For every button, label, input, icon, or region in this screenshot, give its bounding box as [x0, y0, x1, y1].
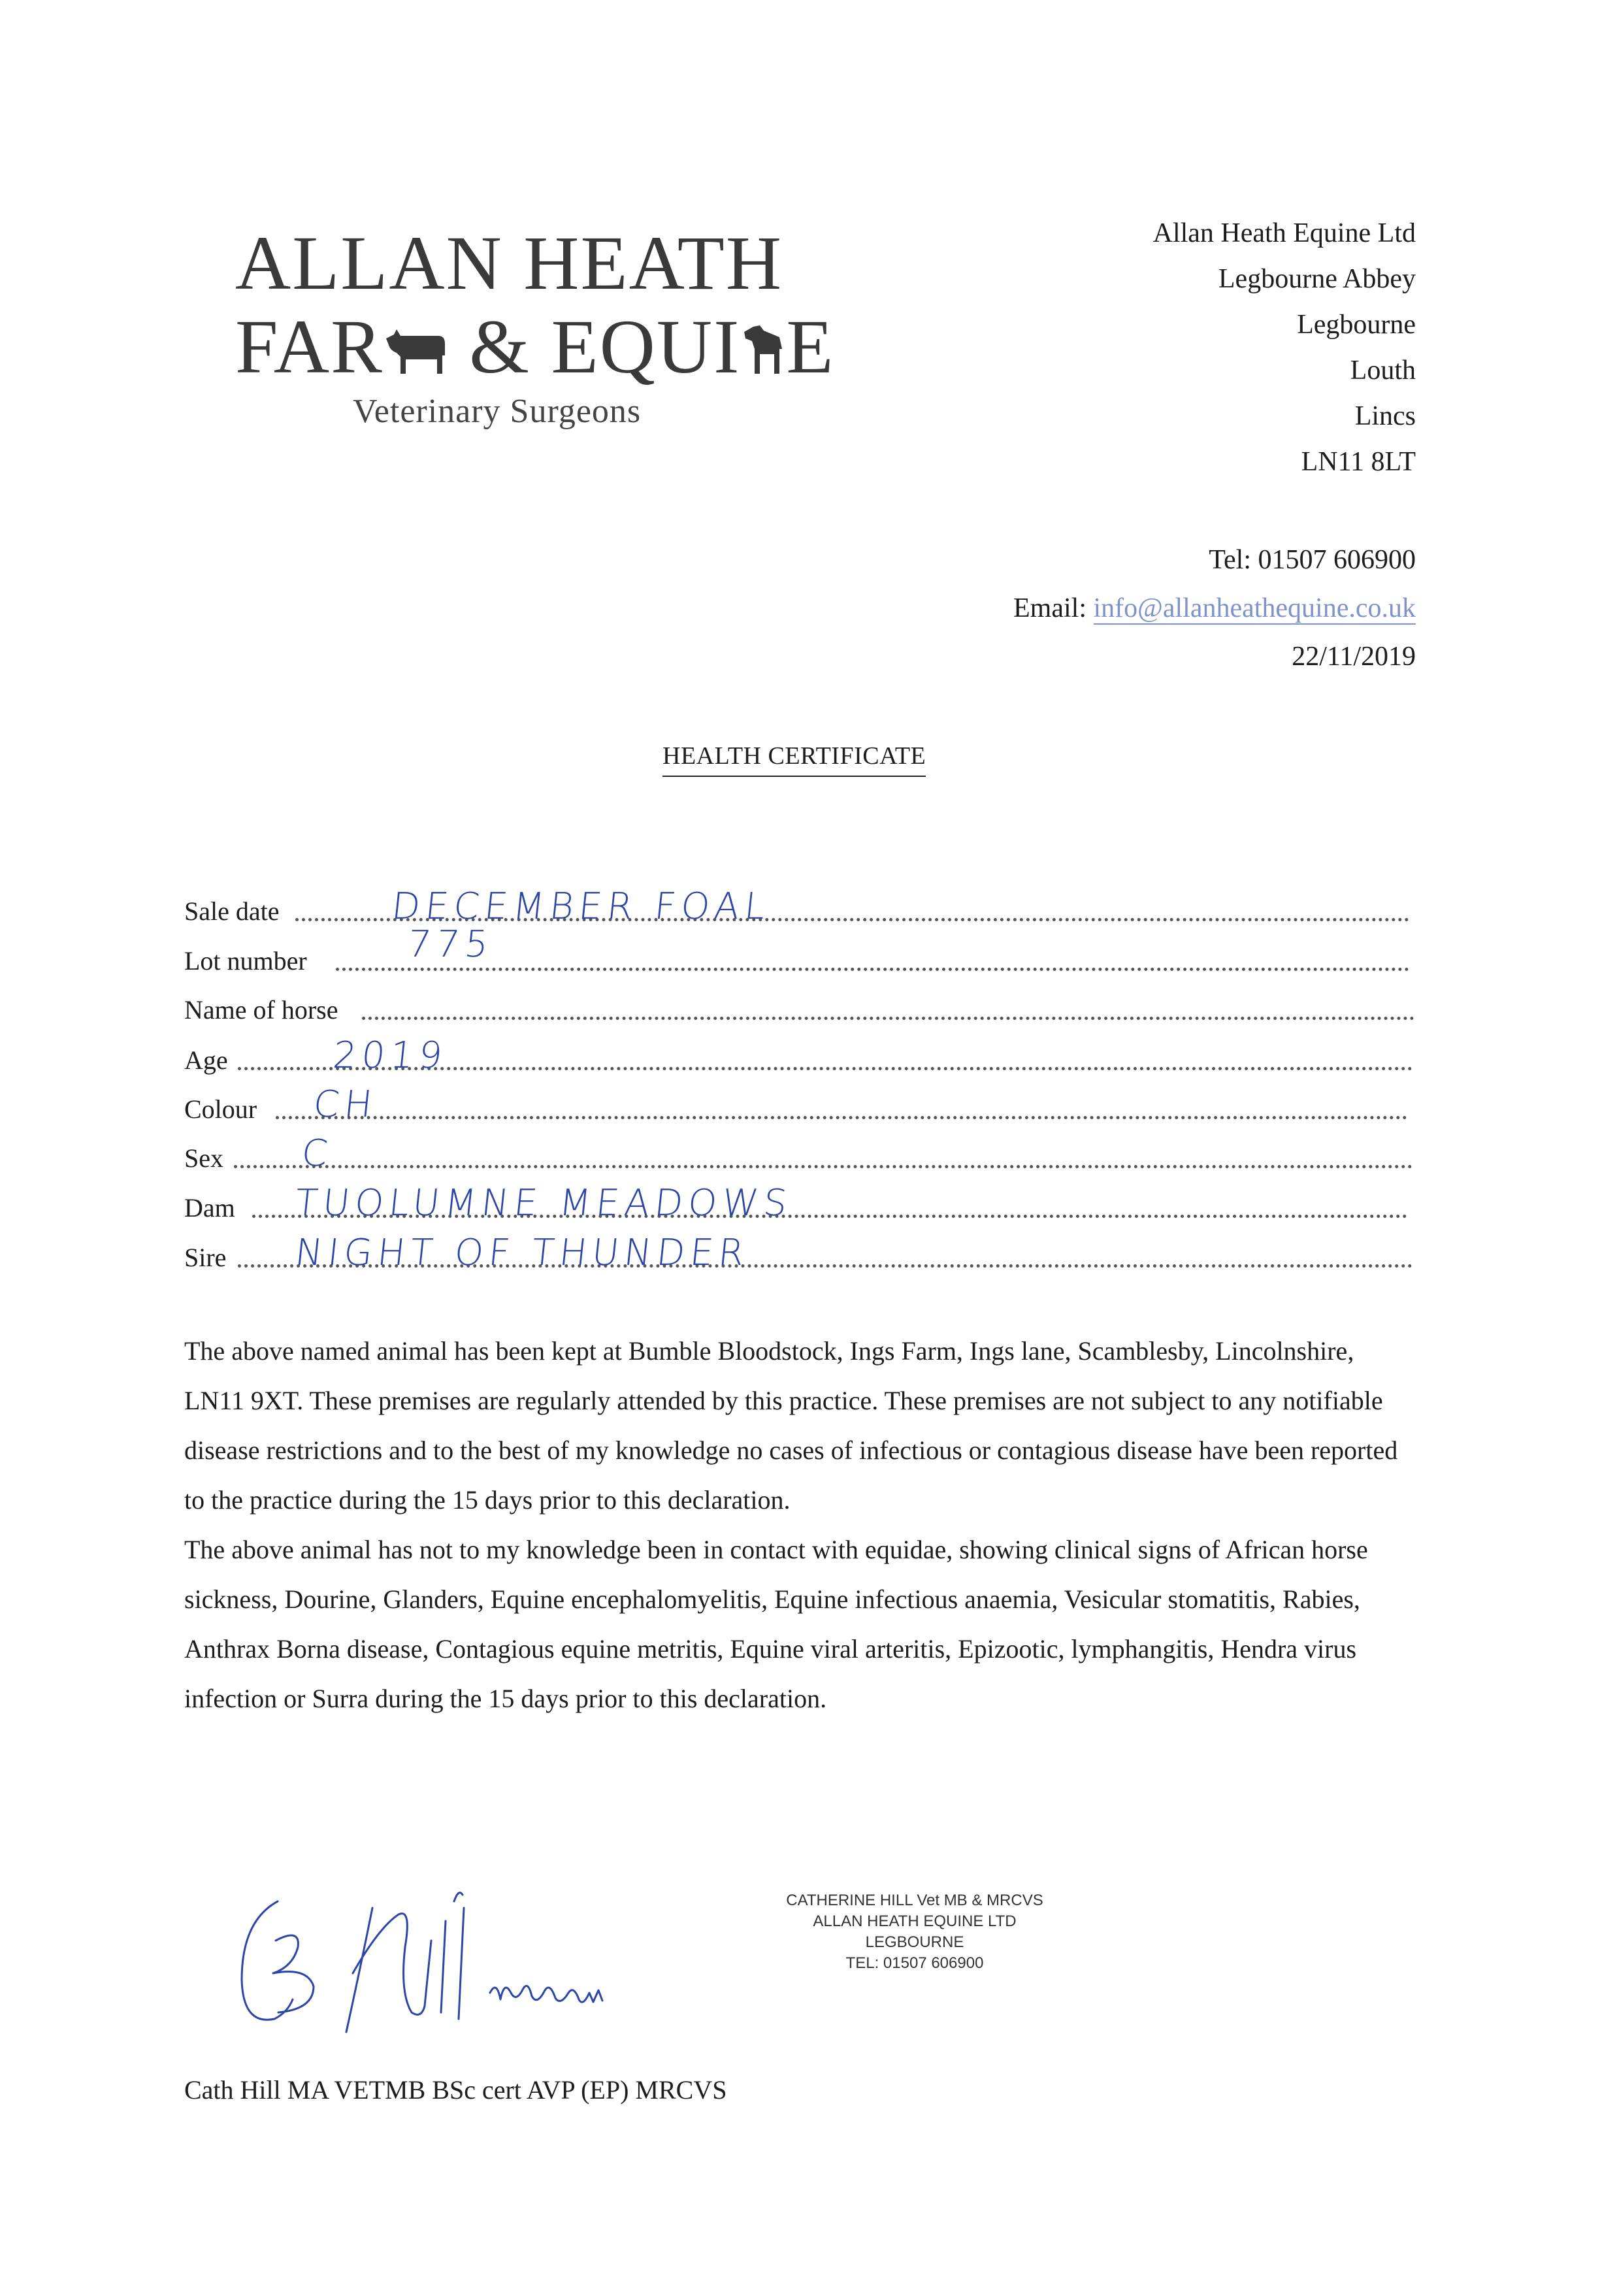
field-label: Sale date: [184, 896, 280, 926]
field-label: Sex: [184, 1143, 223, 1173]
declaration-paragraph: The above animal has not to my knowledge been in contact with equidae, showing clinical signs of African horse sickness, Dourine, Glanders, Equine encephalomyelitis, Equine infectious anaemia, Vesicular stomatitis, Rabies, Anthrax Borna disease, Contagious equine metritis, Equine viral arteritis, Epizootic, lymphangitis, Hendra virus infection or Surra during the 15 days prior to this declaration.: [184, 1535, 1368, 1713]
handwritten-signature: [216, 1862, 712, 2058]
document-title: HEALTH CERTIFICATE: [662, 742, 926, 777]
field-label: Colour: [184, 1094, 257, 1124]
address-line: Legbourne: [1297, 310, 1416, 340]
practice-stamp: [745, 1890, 1085, 1974]
field-sale-date: [184, 883, 1409, 929]
address-line: Legbourne Abbey: [1218, 264, 1416, 294]
declaration-paragraph: The above named animal has been kept at Bumble Bloodstock, Ings Farm, Ings lane, Scamblesby, Lincolnshire, LN11 9XT. These premises are regularly attended by this practice. These premises are not subject to any notifiable disease restrictions and to the best of my knowledge no cases of infectious or contagious disease have been reported to the practice during the 15 days prior to this declaration.: [184, 1336, 1398, 1515]
company-name: Allan Heath Equine Ltd: [1152, 218, 1416, 248]
telephone: Tel: 01507 606900: [1209, 545, 1416, 575]
handwritten-value: CH: [311, 1083, 380, 1126]
email-line: [1013, 584, 1416, 632]
stamp-line: LEGBOURNE: [865, 1933, 964, 1951]
field-label: Name of horse: [184, 995, 338, 1025]
handwritten-value: DECEMBER FOAL: [389, 885, 773, 928]
address-block: [1153, 210, 1416, 485]
dotted-line: [362, 1017, 1414, 1020]
email-label: Email:: [1013, 593, 1094, 623]
field-sex: [184, 1130, 1413, 1176]
address-line: Louth: [1350, 355, 1416, 385]
field-lot-number: [184, 923, 1409, 979]
logo-text-far: FAR: [235, 304, 384, 389]
stamp-line: TEL: 01507 606900: [845, 1954, 984, 1972]
field-sire: [184, 1230, 1413, 1275]
handwritten-value: C: [299, 1132, 335, 1175]
signatory-name: Cath Hill MA VETMB BSc cert AVP (EP) MRCVS: [184, 2075, 727, 2105]
field-label: Lot number: [184, 946, 307, 976]
logo-tagline: [235, 303, 834, 391]
certificate-date: 22/11/2019: [1292, 642, 1416, 672]
address-line: Lincs: [1354, 401, 1416, 431]
stamp-line: ALLAN HEATH EQUINE LTD: [813, 1912, 1017, 1930]
logo-subtitle: Veterinary Surgeons: [353, 393, 642, 430]
field-colour: [184, 1081, 1407, 1127]
handwritten-value: 2019: [331, 1034, 449, 1077]
contact-block: [1013, 536, 1416, 681]
horse-icon: [740, 323, 786, 375]
practice-logo: [235, 219, 875, 441]
logo-text-e: E: [786, 304, 835, 389]
dotted-line: [234, 1165, 1413, 1168]
handwritten-value: TUOLUMNE MEADOWS: [293, 1182, 794, 1224]
logo-name: ALLAN HEATH: [235, 220, 783, 306]
field-label: Dam: [184, 1193, 235, 1222]
postcode: LN11 8LT: [1301, 447, 1416, 477]
declaration-body: [184, 1326, 1413, 1724]
dotted-line: [276, 1116, 1407, 1119]
handwritten-value: NIGHT OF THUNDER: [293, 1232, 752, 1274]
field-age: [184, 1032, 1413, 1078]
field-label: Age: [184, 1045, 228, 1075]
field-name-of-horse: [184, 982, 1414, 1028]
cow-icon: [384, 323, 449, 375]
handwritten-value: 775: [405, 923, 496, 966]
field-label: Sire: [184, 1243, 227, 1272]
logo-text-equi: & EQUI: [448, 304, 741, 389]
email-link[interactable]: info@allanheathequine.co.uk: [1093, 593, 1416, 623]
dotted-line: [336, 968, 1409, 971]
field-dam: [184, 1180, 1407, 1226]
stamp-line: CATHERINE HILL Vet MB & MRCVS: [786, 1892, 1043, 1909]
